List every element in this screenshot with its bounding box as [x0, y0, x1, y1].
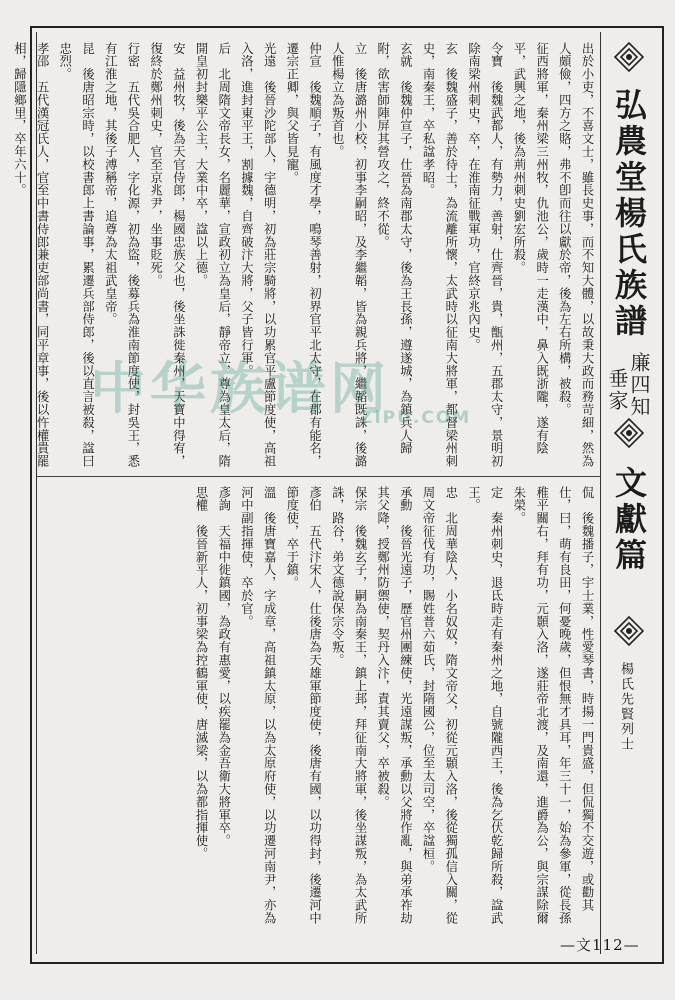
- title-separator-rule: [600, 32, 601, 954]
- entry-paragraph: 立 後唐潞州小校，初事李嗣昭，及李繼韜，皆為親兵將，繼韜既誅，後潞人惟楊立為叛首也。: [330, 42, 367, 468]
- middle-divider-rule: [37, 476, 600, 477]
- lower-ornament-icon: [612, 614, 646, 648]
- entry-paragraph: 昆 後唐昭宗時，以校書郎上書論事，累遷兵部侍郎，後以直言被殺，諡曰忠烈。: [57, 42, 95, 468]
- entry-paragraph: 玄 後魏盛子，善於待士，為流離所懷，太武時以征南大將軍，都督梁州刺史，南秦王，卒私諡孝昭。: [421, 42, 458, 468]
- chapter-label: 楊氏先賢列士: [618, 662, 633, 752]
- entry-paragraph: 彥伯 五代汴宋人，仕後唐為天雄軍節度使，後唐有國，以功得封，後遷河中節度使，卒于鎮。: [284, 486, 322, 925]
- entry-paragraph: 孝邵 五代漢冠氏人，官至中書侍郎兼吏部尚書，同平章事，後以忤權貴罷相，歸隱鄉里，卒年六十。: [12, 42, 50, 468]
- entry-paragraph: 后 北周隋文帝長女，名麗華，宣政初立為皇后，靜帝立，尊為皇太后，隋開皇初封樂平公主，大業中卒，諡以上德。: [194, 42, 231, 468]
- entry-paragraph: 令寶 後魏武都人，有勢力，善射，仕齊晉，貴，甑州，五郡太守，景明初除南梁州刺史，卒，在淮南征戰軍功，官終京兆內史。: [466, 42, 504, 468]
- entry-paragraph: 安 益州牧，後為天官侍郎，楊國忠族父也，後坐誅徙秦州，天寶中得宥，復終於鄭州刺史，官至京兆尹，坐事貶死。: [148, 42, 186, 468]
- watermark-text: 中华族谱网: [90, 357, 390, 422]
- entry-paragraph: 侃 後魏播子，宇士業，性愛琴書，時揚一門貴盛，但侃獨不交遊，或勸其仕，曰，萌有良田，何憂晚歲，但恨無才具耳，年三十一，始為參軍，從長孫稚平關右，拜有功，元顥入洛，遂莊帝北渡，及南還，進爵為公，與宗謀除爾朱榮。: [511, 486, 594, 925]
- entry-paragraph: 保宗 後魏玄子，嗣為南秦王，鎮上邽，拜征南大將軍，後坐謀叛，為太武所誅，路谷，弟文德說保宗令叛。: [330, 486, 367, 925]
- subtitle-line-2: 垂家: [605, 368, 629, 412]
- entry-paragraph: 出於小吏，不喜文士，雖長史事，而不知大體，以故秉大政而務苛細，然為人頗儉，四方之賂，弗不卽而往以獻於帝，後為左右所構，被殺。: [557, 42, 594, 468]
- entry-paragraph: 玄就 後魏仲宣子，仕晉為南郡太守，後為王長孫，遵遂城，為鎮兵人歸附，欲害師陣屏其營攻之，終不從。: [375, 42, 413, 455]
- entry-paragraph: 溫 後唐寶嘉人，字成章，高祖鎮太原，以為太原府使，以功遷河南尹，亦為河中副指揮使，卒於官。: [239, 486, 277, 925]
- watermark-url: ZIPU.COM: [360, 408, 472, 428]
- entry-paragraph: 光遠 後晉沙陀部人，宇德明，初為莊宗騎將，以功累官平盧節度使，高祖入洛，進封東平王，割據魏，自齊破汴大將，父子皆行軍。: [239, 42, 277, 468]
- entry-paragraph: 思權 後晉新平人，初事梁為控鶴軍使，唐滅梁，以為都指揮使。: [194, 486, 209, 861]
- book-title: 弘農堂楊氏族譜: [610, 88, 648, 340]
- entry-paragraph: 征西將軍，秦州梁三州牧，仇池公，歲時一走漢中，鼻入既浙隴，遂有陰平，武興之地，後為荊州刺史劉宏所殺。: [511, 42, 549, 455]
- top-ornament-icon: [612, 40, 646, 74]
- entry-paragraph: 彥詢 天福中徙鎮國，為政有惠愛，以疾罷為金吾衛大將軍卒。: [216, 486, 231, 848]
- entry-paragraph: 仲宣 後魏順子，有風度才學，鳴琴善射，初界官平北太守，在郡有能名，遷宗正卿，與父皆見寵。: [284, 42, 322, 468]
- entry-paragraph: 定 秦州刺史，退氐時走有秦州之地，自號隴西王，後為乞伏乾歸所殺，諡武王。: [466, 486, 504, 925]
- subtitle-main: 文獻篇: [610, 466, 648, 574]
- entry-paragraph: 承勳 後晉光遠子，歷官州團練使，光遠謀叛，承勳以父將作亂，與弟承祚劫其父降，授鄭州防禦使，契丹入汴，責其賣父，卒被殺。: [375, 486, 413, 925]
- subtitle-line-1: 廉四知: [627, 352, 651, 418]
- middle-ornament-icon: [612, 416, 646, 450]
- entry-paragraph: 行密 五代吳合肥人，字化源，初為盜，後募兵為淮南節度使，封吳王，悉有江淮之地，其後子溥稱帝，追尊為太祖武皇帝。: [103, 42, 140, 468]
- bottom-text-block: [40, 486, 598, 930]
- entry-paragraph: 忠 北周華陰人，小名奴奴，隋文帝父，初從元顥入洛，後從獨孤信入關，從周文帝征伐有功，賜姓普六茹氏，封隋國公，位至太司空，卒諡桓。: [421, 486, 458, 925]
- page-number: —文112—: [560, 936, 640, 954]
